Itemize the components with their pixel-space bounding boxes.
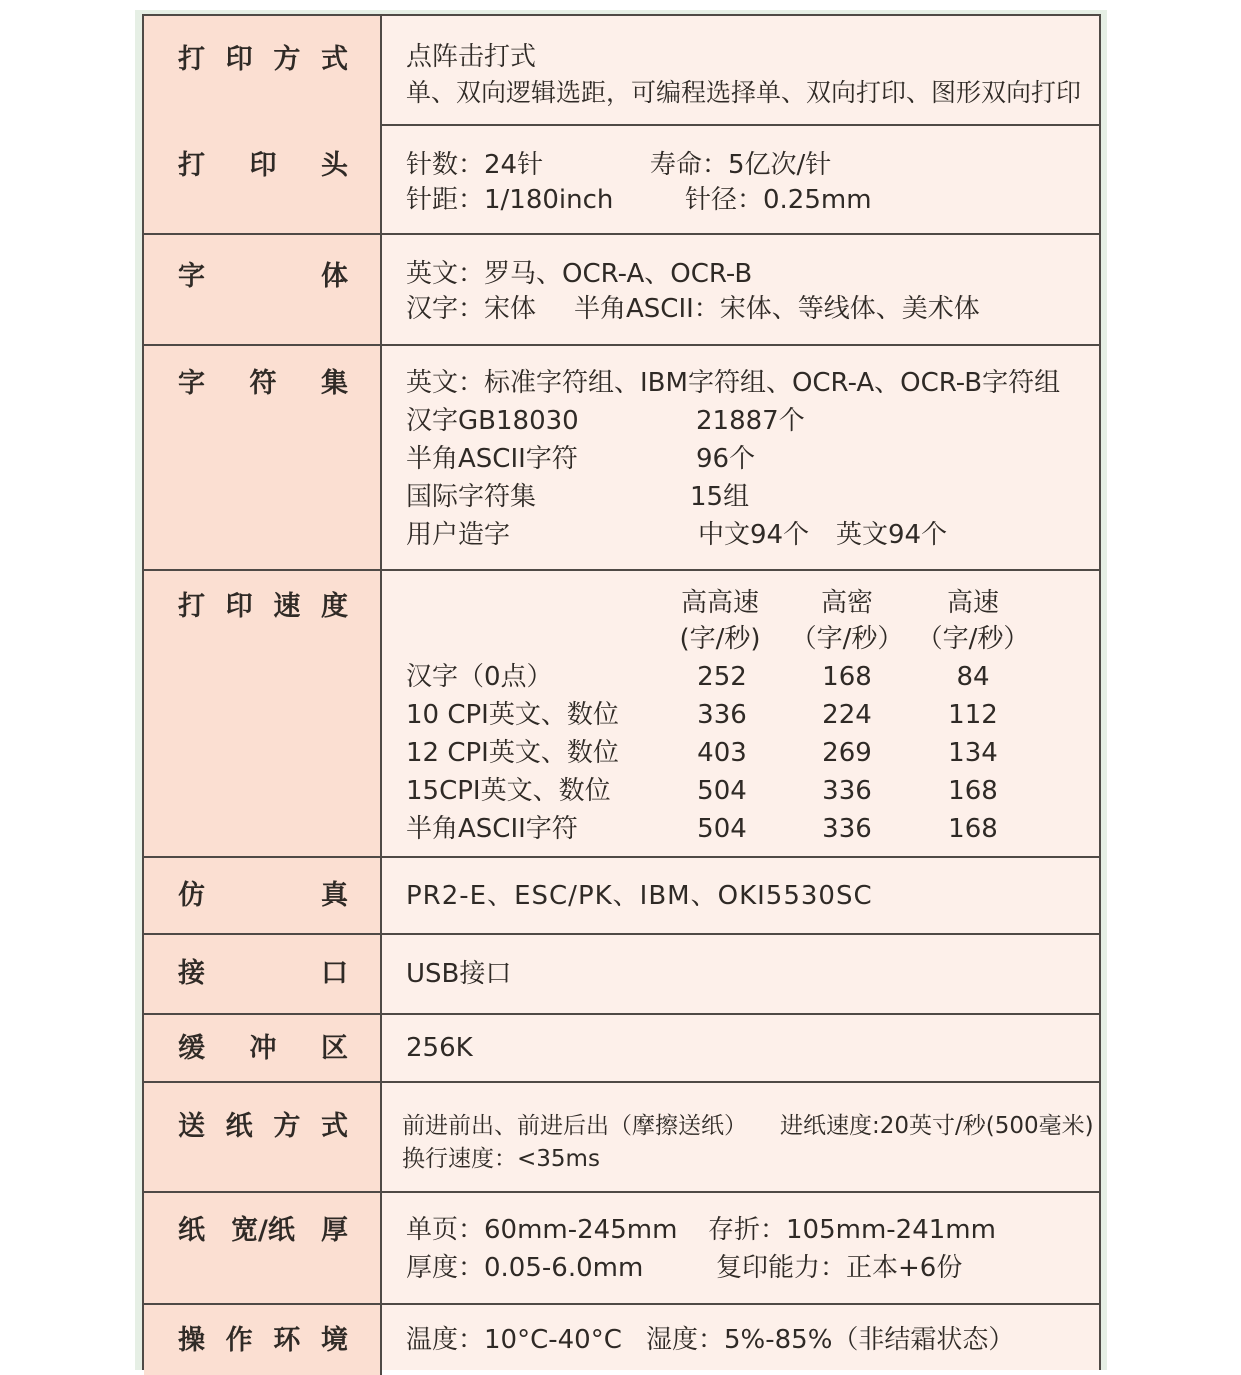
row-label-cell — [144, 1015, 382, 1081]
speed-row-name: 12 CPI英文、数位 — [406, 738, 619, 768]
speed-row-name: 10 CPI英文、数位 — [406, 700, 619, 730]
spec-text: 针距：1/180inch — [406, 185, 614, 215]
spec-row-charset — [144, 346, 1099, 571]
charset-name: 国际字符集 — [406, 482, 537, 512]
spec-text: USB接口 — [406, 959, 512, 989]
speed-header: 高高速 — [680, 588, 759, 618]
spec-text: 单、双向逻辑选距，可编程选择单、双向打印、图形双向打印 — [406, 78, 1082, 107]
spec-text: 复印能力：正本+6份 — [716, 1253, 963, 1283]
spec-text: 点阵击打式 — [406, 42, 537, 72]
spec-row-buffer — [144, 1015, 1099, 1083]
spec-row-print-method — [144, 16, 1099, 126]
row-label: 接 口 — [178, 958, 348, 989]
spec-row-paper-feed — [144, 1083, 1099, 1193]
spec-text: 英文：罗马、OCR-A、OCR-B — [406, 259, 753, 289]
speed-value: 403 — [697, 738, 747, 768]
speed-value: 269 — [822, 738, 872, 768]
spec-row-font — [144, 235, 1099, 346]
row-label-cell — [144, 124, 382, 233]
spec-row-interface — [144, 935, 1099, 1015]
row-content — [382, 346, 1099, 569]
speed-value: 224 — [822, 700, 872, 730]
row-label: 送 纸 方 式 — [178, 1111, 348, 1142]
row-content — [382, 124, 1099, 233]
spec-text: 半角ASCII：宋体、等线体、美术体 — [574, 294, 980, 324]
row-content — [382, 858, 1099, 933]
row-label: 打 印 头 — [178, 150, 348, 181]
speed-value: 168 — [822, 662, 872, 692]
speed-row-name: 15CPI英文、数位 — [406, 776, 611, 806]
spec-text: 厚度：0.05-6.0mm — [406, 1253, 644, 1283]
spec-row-emulation — [144, 858, 1099, 935]
speed-value: 336 — [697, 700, 747, 730]
row-label: 打 印 方 式 — [178, 44, 348, 75]
row-content — [382, 16, 1099, 124]
charset-value: 中文94个 — [698, 520, 810, 550]
row-label-cell — [144, 571, 382, 856]
spec-text: 前进前出、前进后出（摩擦送纸） — [402, 1113, 747, 1139]
charset-name: 半角ASCII字符 — [406, 444, 578, 474]
speed-value: 336 — [822, 814, 872, 844]
row-label: 字 符 集 — [178, 368, 348, 399]
speed-unit: （字/秒） — [790, 624, 904, 654]
speed-value: 504 — [697, 814, 747, 844]
speed-value: 134 — [948, 738, 998, 768]
row-label-cell — [144, 235, 382, 344]
speed-header: 高速 — [946, 588, 999, 618]
spec-text: 换行速度：<35ms — [402, 1146, 600, 1172]
speed-row-name: 半角ASCII字符 — [406, 814, 578, 844]
row-label: 打 印 速 度 — [178, 591, 348, 622]
spec-text: 存折：105mm-241mm — [708, 1215, 996, 1245]
row-content — [382, 1015, 1099, 1081]
row-content — [382, 235, 1099, 344]
row-label-cell — [144, 858, 382, 933]
spec-text: 进纸速度:20英寸/秒(500毫米) — [780, 1113, 1094, 1139]
charset-value: 英文94个 — [836, 520, 948, 550]
speed-value: 504 — [697, 776, 747, 806]
speed-header: 高密 — [820, 588, 873, 618]
charset-name: 用户造字 — [406, 520, 511, 550]
row-content — [382, 1083, 1099, 1191]
spec-text: PR2-E、ESC/PK、IBM、OKI5530SC — [406, 881, 873, 911]
spec-row-paper-size — [144, 1193, 1099, 1305]
row-label: 缓 冲 区 — [178, 1033, 348, 1064]
speed-value: 252 — [697, 662, 747, 692]
charset-value: 15组 — [690, 482, 750, 512]
row-label: 字 体 — [178, 261, 348, 292]
spec-text: 寿命：5亿次/针 — [650, 150, 832, 180]
row-label: 仿 真 — [178, 880, 348, 911]
speed-unit: （字/秒） — [916, 624, 1030, 654]
speed-row-name: 汉字（0点） — [406, 662, 553, 692]
spec-row-speed — [144, 571, 1099, 858]
speed-value: 112 — [948, 700, 998, 730]
row-label-cell — [144, 935, 382, 1013]
speed-value: 336 — [822, 776, 872, 806]
row-label-cell — [144, 16, 382, 124]
spec-table — [142, 14, 1101, 1370]
row-label: 纸 宽/纸 厚 — [178, 1215, 348, 1246]
spec-text: 湿度：5%-85%（非结霜状态） — [646, 1325, 1015, 1355]
row-label-cell — [144, 1193, 382, 1303]
speed-value: 168 — [948, 776, 998, 806]
spec-text: 256K — [406, 1033, 473, 1063]
row-label: 操 作 环 境 — [178, 1325, 348, 1356]
row-label-cell — [144, 1083, 382, 1191]
row-content — [382, 1193, 1099, 1303]
charset-value: 21887个 — [696, 406, 805, 436]
spec-text: 单页：60mm-245mm — [406, 1215, 678, 1245]
spec-text: 针数：24针 — [406, 150, 544, 180]
speed-value: 168 — [948, 814, 998, 844]
spec-text: 汉字：宋体 — [406, 294, 537, 324]
speed-unit: (字/秒) — [679, 624, 761, 654]
spec-text: 温度：10°C-40°C — [406, 1325, 622, 1355]
row-label-cell — [144, 346, 382, 569]
row-content — [382, 935, 1099, 1013]
charset-value: 96个 — [696, 444, 756, 474]
speed-value: 84 — [956, 662, 990, 692]
spec-text: 针径：0.25mm — [685, 185, 872, 215]
speed-table — [382, 571, 1099, 856]
charset-name: 汉字GB18030 — [406, 406, 579, 436]
spec-text: 英文：标准字符组、IBM字符组、OCR-A、OCR-B字符组 — [406, 368, 1061, 398]
spec-row-print-head — [144, 124, 1099, 235]
